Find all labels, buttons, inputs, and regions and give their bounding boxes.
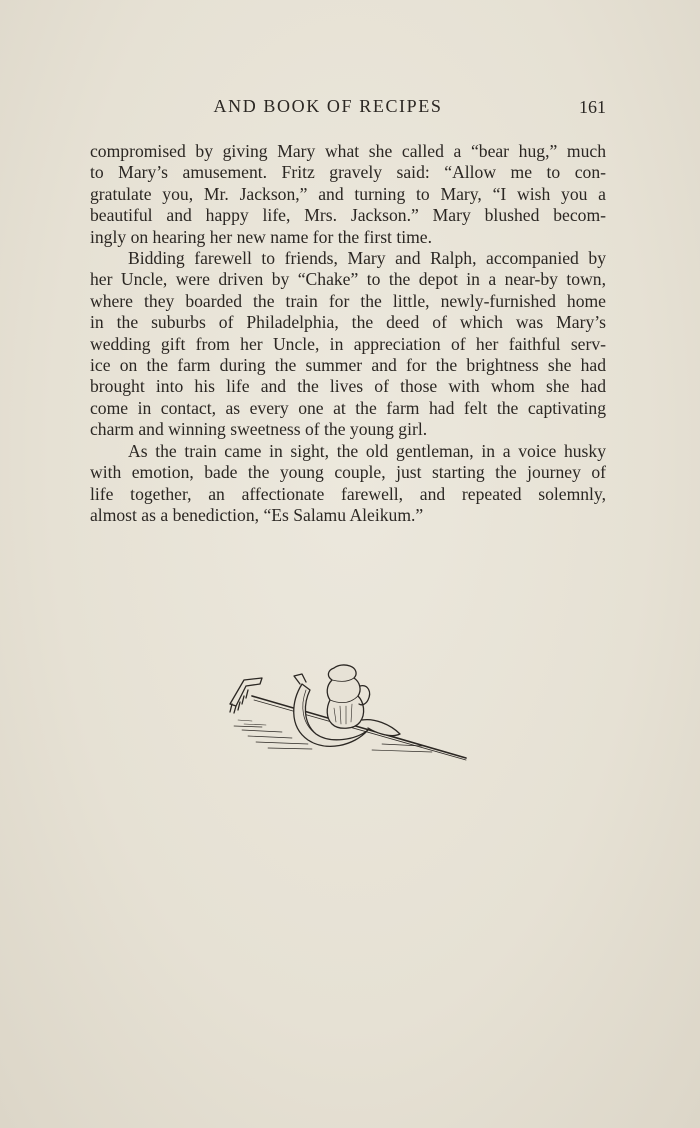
body-text <box>90 141 606 526</box>
text-line: ice on the farm during the summer and for the brightness she had <box>90 355 606 376</box>
text-line: almost as a benediction, “Es Salamu Aleikum.” <box>90 504 424 525</box>
running-head <box>90 96 606 122</box>
text-line: come in contact, as every one at the farm had felt the captivating <box>90 397 606 418</box>
text-line: compromised by giving Mary what she called a “bear hug,” much <box>90 141 606 161</box>
text-line: where they boarded the train for the little, newly-furnished home <box>90 290 606 311</box>
text-line: brought into his life and the lives of those with whom she had <box>90 376 606 397</box>
text-line: Bidding farewell to friends, Mary and Ralph, accompanied by <box>128 248 606 269</box>
text-line: with emotion, bade the young couple, just starting the journey of <box>90 462 606 483</box>
text-line: gratulate you, Mr. Jackson,” and turning to Mary, “I wish you a <box>90 183 606 204</box>
paragraph-3 <box>90 441 606 527</box>
paragraph-1 <box>90 141 606 248</box>
text-line: in the suburbs of Philadelphia, the deed of which was Mary’s <box>90 312 606 333</box>
text-line: ingly on hearing her new name for the first time. <box>90 226 432 247</box>
text-line: As the train came in sight, the old gentleman, in a voice husky <box>128 440 606 461</box>
text-line: to Mary’s amusement. Fritz gravely said: “Allow me to con- <box>90 162 606 183</box>
text-line: beautiful and happy life, Mrs. Jackson.” Mary blushed becom- <box>90 205 606 226</box>
running-title: AND BOOK OF RECIPES <box>213 96 443 116</box>
text-line: wedding gift from her Uncle, in appreciation of her faithful serv- <box>90 333 606 354</box>
text-line: her Uncle, were driven by “Chake” to the depot in a near-by town, <box>90 269 606 290</box>
page-number: 161 <box>579 97 606 117</box>
paragraph-2 <box>90 248 606 441</box>
text-line: charm and winning sweetness of the young girl. <box>90 419 428 440</box>
farm-tools-vignette-icon <box>222 660 472 764</box>
text-line: life together, an affectionate farewell, and repeated solemnly, <box>90 483 606 504</box>
